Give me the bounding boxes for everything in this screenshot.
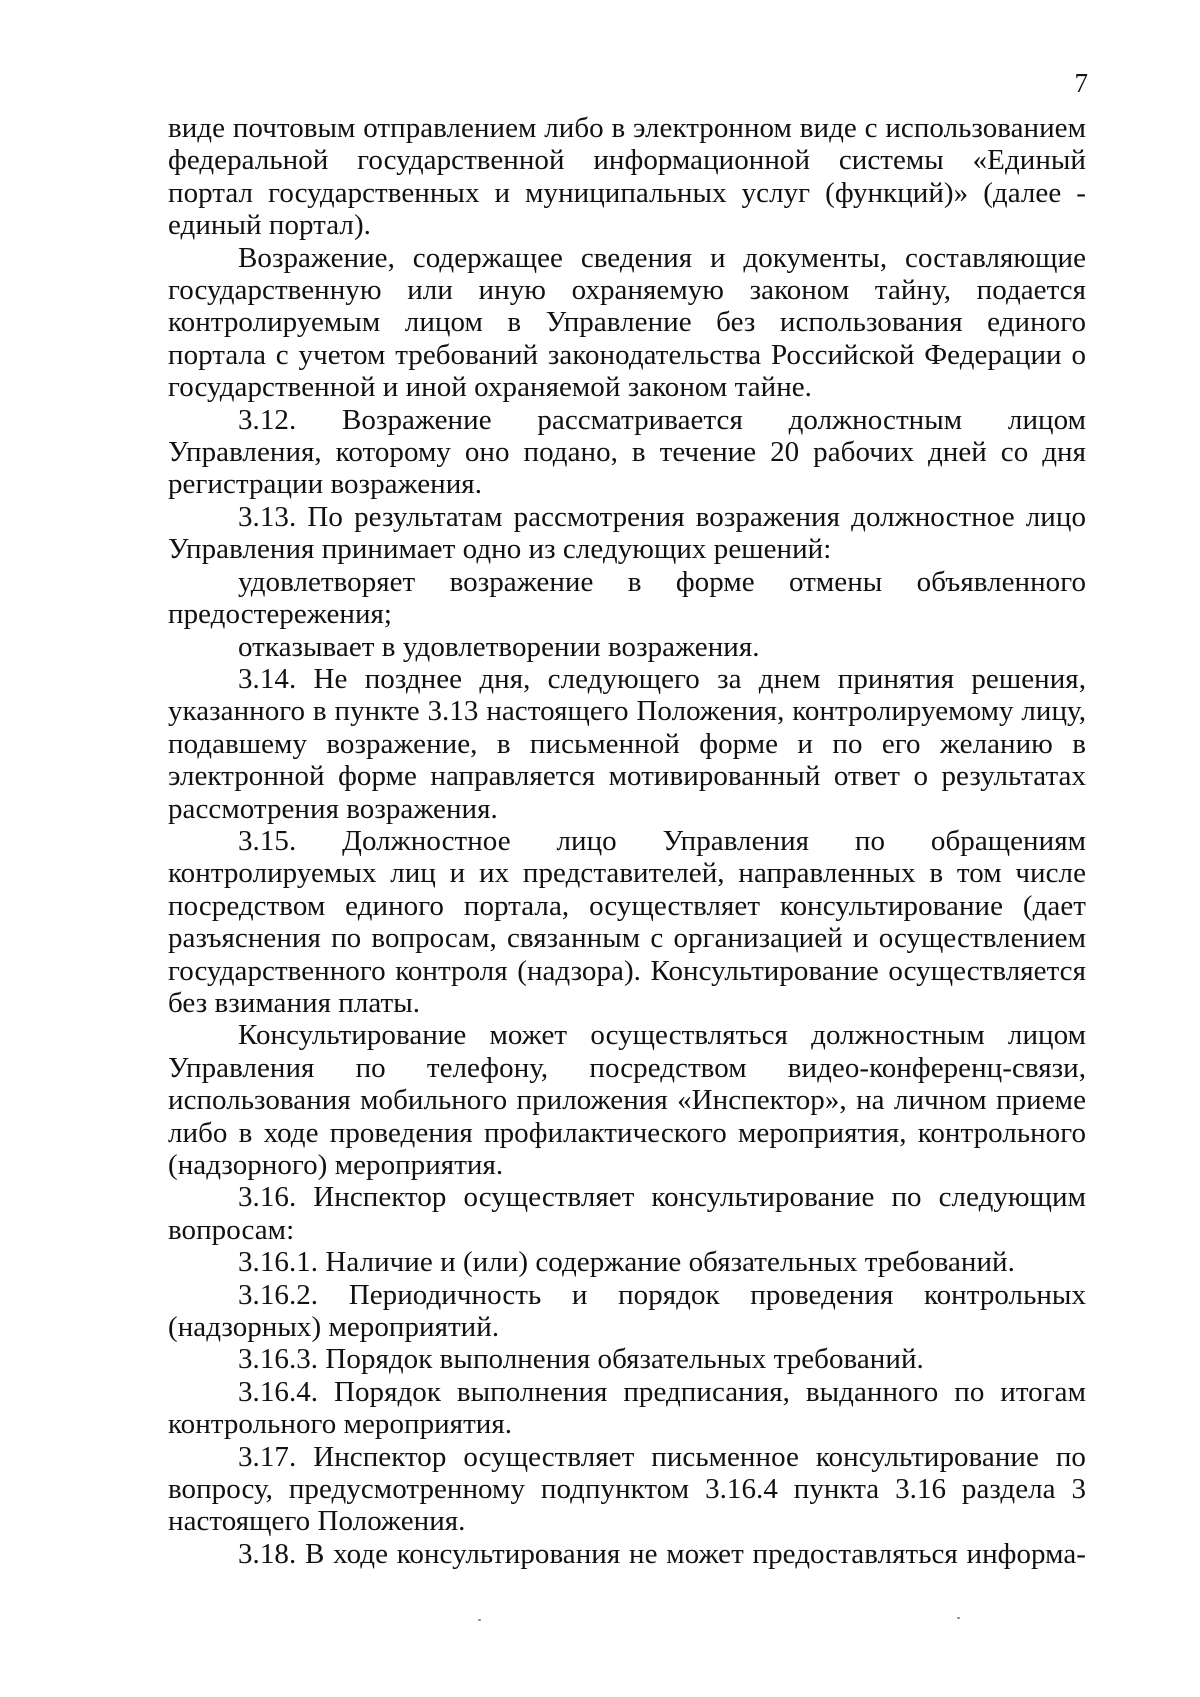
paragraph-3-16-3: 3.16.3. Порядок выполнения обязательных требований.: [238, 1343, 924, 1376]
paragraph-decision-satisfy: удовлетворяет возражение в форме отмены объявленного предостережения;: [168, 565, 1086, 631]
scan-speck: [478, 1619, 481, 1621]
paragraph-3-12: 3.12. Возражение рассматривается должностным лицом Управления, которому оно подано, в течение 20 рабочих дней со дня регистрации возражения.: [168, 403, 1086, 501]
paragraph-3-15: 3.15. Должностное лицо Управления по обращениям контролируемых лиц и их представителей, направленных в том числе посредством единого портала, осуществляет консультирование (дает разъяснения по вопросам, связанным с организацией и осуществлением государственного контроля (надзора). Консультирование осуществляется без взимания платы.: [168, 824, 1086, 1019]
document-body: [168, 112, 1086, 1570]
paragraph-objection-secrecy: Возражение, содержащее сведения и документы, составляющие государственную или иную охраняемую законом тайну, подается контролируемым лицом в Управление без использования единого портала с учетом требований законодательства Российской Федерации о государственной и иной охраняемой законом тайне.: [168, 241, 1086, 404]
paragraph-3-16-2: 3.16.2. Периодичность и порядок проведения контрольных (надзорных) мероприятий.: [168, 1278, 1086, 1344]
paragraph-3-13: 3.13. По результатам рассмотрения возражения должностное лицо Управления принимает одно из следующих решений:: [168, 500, 1086, 566]
page-number: 7: [1074, 68, 1088, 98]
paragraph-continuation: виде почтовым отправлением либо в электронном виде с использованием федеральной государственной информационной системы «Единый портал государственных и муниципальных услуг (функций)» (далее - единый портал).: [168, 112, 1086, 242]
paragraph-3-14: 3.14. Не позднее дня, следующего за днем принятия решения, указанного в пункте 3.13 настоящего Положения, контролируемому лицу, подавшему возражение, в письменной форме и по его желанию в электронной форме направляется мотивированный ответ о результатах рассмотрения возражения.: [168, 662, 1086, 825]
paragraph-3-16-4: 3.16.4. Порядок выполнения предписания, выданного по итогам контрольного мероприятия.: [168, 1375, 1086, 1441]
paragraph-consulting-methods: Консультирование может осуществляться должностным лицом Управления по телефону, посредством видео-конференц-связи, использования мобильного приложения «Инспектор», на личном приеме либо в ходе проведения профилактического мероприятия, контрольного (надзорного) мероприятия.: [168, 1019, 1086, 1181]
scan-speck: [957, 1617, 960, 1619]
paragraph-3-17: 3.17. Инспектор осуществляет письменное консультирование по вопросу, предусмотренному подпунктом 3.16.4 пункта 3.16 раздела 3 настоящего Положения.: [168, 1440, 1086, 1538]
paragraph-3-18: 3.18. В ходе консультирования не может предоставляться информа-: [238, 1537, 1086, 1570]
paragraph-3-16-1: 3.16.1. Наличие и (или) содержание обязательных требований.: [238, 1246, 1015, 1279]
paragraph-3-16: 3.16. Инспектор осуществляет консультирование по следующим вопросам:: [168, 1181, 1086, 1246]
paragraph-decision-refuse: отказывает в удовлетворении возражения.: [238, 630, 760, 663]
